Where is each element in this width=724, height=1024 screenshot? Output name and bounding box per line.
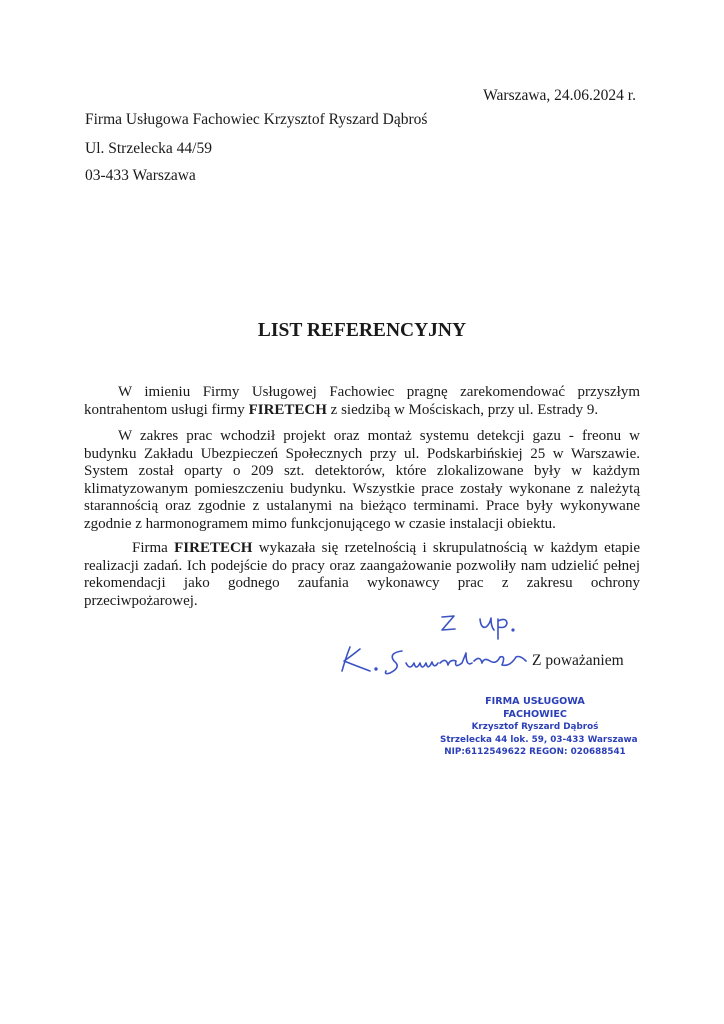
company-stamp — [440, 696, 638, 759]
letter-date: Warszawa, 24.06.2024 r. — [483, 87, 636, 104]
handwritten-signature — [330, 605, 540, 685]
stamp-line-address: Strzelecka 44 lok. 59, 03-433 Warszawa — [440, 734, 638, 745]
letter-title: LIST REFERENCYJNY — [257, 320, 467, 341]
paragraph-recommendation-text-c: wykazała się rzetelnością i skrupulatnością w każdym etapie realizacji zadań. Ich podejście do pracy oraz zaangażowanie pozwoliły nam udzielić pełnej rekomendacji jako godnego zaufania wykonawcy prac z zakresu ochrony przeciwpożarowej. — [84, 540, 640, 609]
paragraph-scope: W zakres prac wchodził projekt oraz montaż systemu detekcji gazu - freonu w budynku Zakładu Ubezpieczeń Społecznych przy ul. Podskarbińskiej 25 w Warszawie. System został oparty o 209 szt. detektorów, które zlokalizowane były w każdym klimatyzowanym pomieszczeniu budynku. Wszystkie prace zostały wykonane z należytą starannością oraz zgodnie z ustalanymi na bieżąco terminami. Prace były wykonywane zgodnie z harmonogramem mimo funkcjonującego w czasie instalacji obiektu. — [84, 428, 640, 532]
paragraph-intro-text-a: W imieniu Firmy Usługowej Fachowiec pragnę zarekomendować przyszłym kontrahentom usługi firmy — [84, 384, 640, 418]
paragraph-recommendation-text-a: Firma — [132, 540, 175, 556]
recipient-company: Firma Usługowa Fachowiec Krzysztof Ryszard Dąbroś — [85, 111, 428, 128]
paragraph-intro — [84, 384, 640, 419]
recipient-street: Ul. Strzelecka 44/59 — [85, 140, 212, 157]
paragraph-intro-text-c: z siedzibą w Mościskach, przy ul. Estrady 9. — [326, 401, 599, 418]
stamp-line-owner: Krzysztof Ryszard Dąbroś — [471, 722, 599, 732]
closing-phrase: Z poważaniem — [532, 652, 624, 669]
stamp-line-name: FACHOWIEC — [503, 708, 567, 720]
paragraph-recommendation — [84, 540, 640, 610]
stamp-line-company: FIRMA USŁUGOWA — [485, 696, 585, 707]
company-name-firetech: FIRETECH — [174, 540, 253, 556]
recipient-city: 03-433 Warszawa — [85, 167, 196, 184]
stamp-line-ids: NIP:6112549622 REGON: 020688541 — [444, 747, 626, 757]
company-name-firetech: FIRETECH — [248, 401, 327, 418]
